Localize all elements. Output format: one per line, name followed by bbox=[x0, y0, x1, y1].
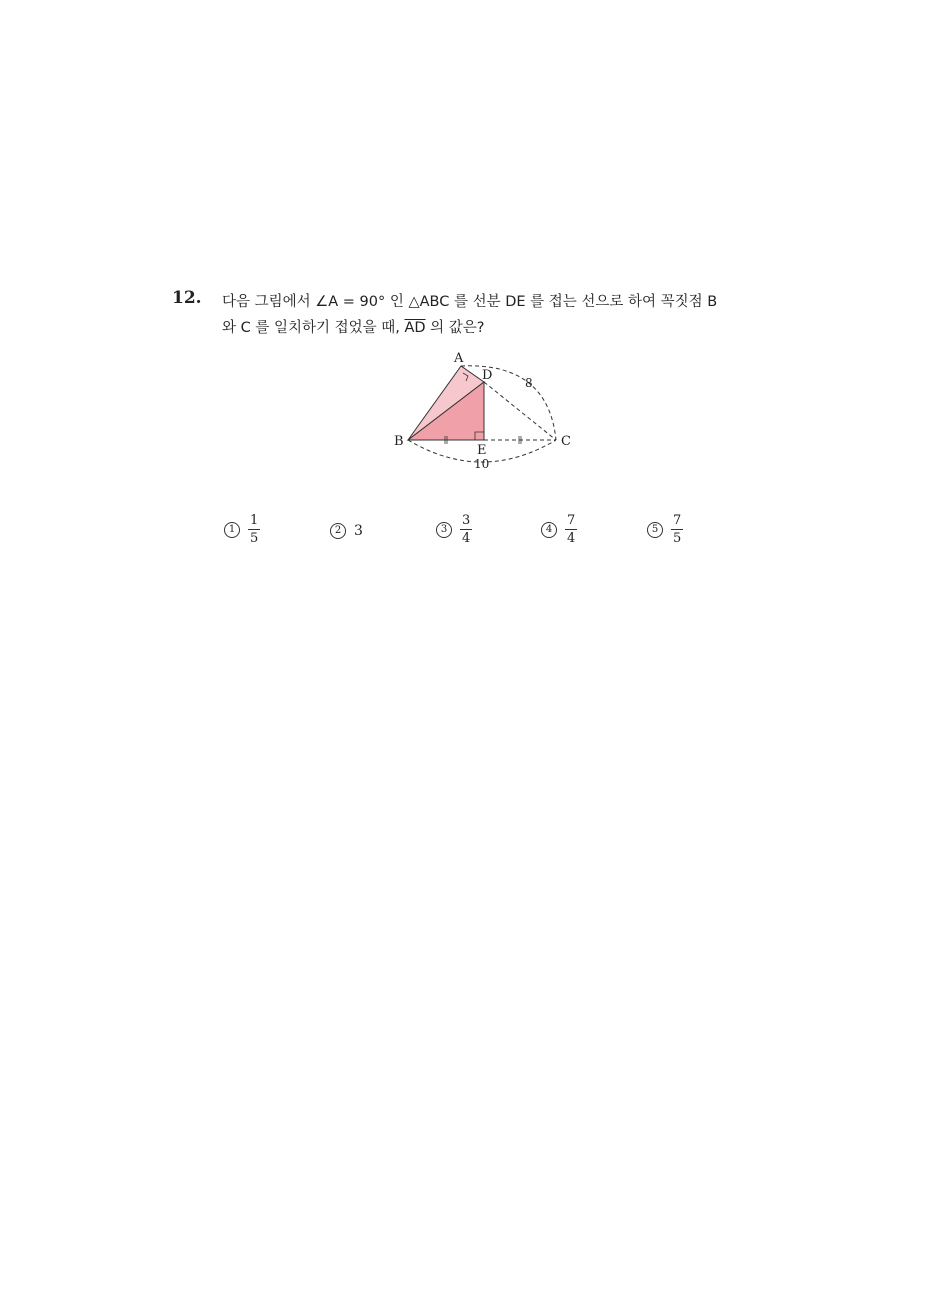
label-b: B bbox=[394, 434, 404, 449]
choice-marker: 4 bbox=[541, 522, 557, 538]
numerator: 7 bbox=[673, 513, 682, 528]
choice-marker: 2 bbox=[330, 523, 346, 539]
choice-marker: 3 bbox=[436, 522, 452, 538]
question-text-line-2 bbox=[222, 316, 485, 337]
denominator: 4 bbox=[567, 531, 576, 546]
answer-choices bbox=[0, 514, 926, 554]
fraction bbox=[460, 514, 472, 545]
choice-value: 3 bbox=[354, 523, 363, 539]
question-text-line-1: 다음 그림에서 ∠A = 90° 인 △ABC 를 선분 DE 를 접는 선으로 하여 꼭짓점 B bbox=[222, 294, 718, 310]
denominator: 4 bbox=[462, 531, 471, 546]
choice-5[interactable] bbox=[647, 514, 683, 545]
fraction bbox=[248, 514, 260, 545]
question-text-part: 와 C 를 일치하기 접었을 때, bbox=[222, 320, 405, 336]
choice-3[interactable] bbox=[436, 514, 472, 545]
dashed-dc bbox=[484, 382, 556, 440]
label-d: D bbox=[482, 368, 493, 383]
choice-2[interactable] bbox=[330, 523, 363, 539]
choice-marker: 1 bbox=[224, 522, 240, 538]
choice-4[interactable] bbox=[541, 514, 577, 545]
fraction bbox=[671, 514, 683, 545]
fraction bbox=[565, 514, 577, 545]
triangle-figure bbox=[380, 346, 600, 476]
denominator: 5 bbox=[673, 531, 682, 546]
numerator: 3 bbox=[462, 513, 471, 528]
length-label-8: 8 bbox=[525, 376, 533, 390]
question-text-part: 의 값은? bbox=[425, 320, 485, 336]
segment-ad: $\overline{AD}$ bbox=[404, 320, 426, 336]
choice-marker: 5 bbox=[647, 522, 663, 538]
numerator: 7 bbox=[567, 513, 576, 528]
label-c: C bbox=[561, 434, 571, 449]
problem-number: 12. bbox=[172, 288, 202, 308]
length-label-10: 10 bbox=[474, 457, 490, 471]
label-e: E bbox=[477, 443, 487, 458]
choice-1[interactable] bbox=[224, 514, 260, 545]
numerator: 1 bbox=[250, 513, 259, 528]
denominator: 5 bbox=[250, 531, 259, 546]
label-a: A bbox=[454, 351, 464, 366]
